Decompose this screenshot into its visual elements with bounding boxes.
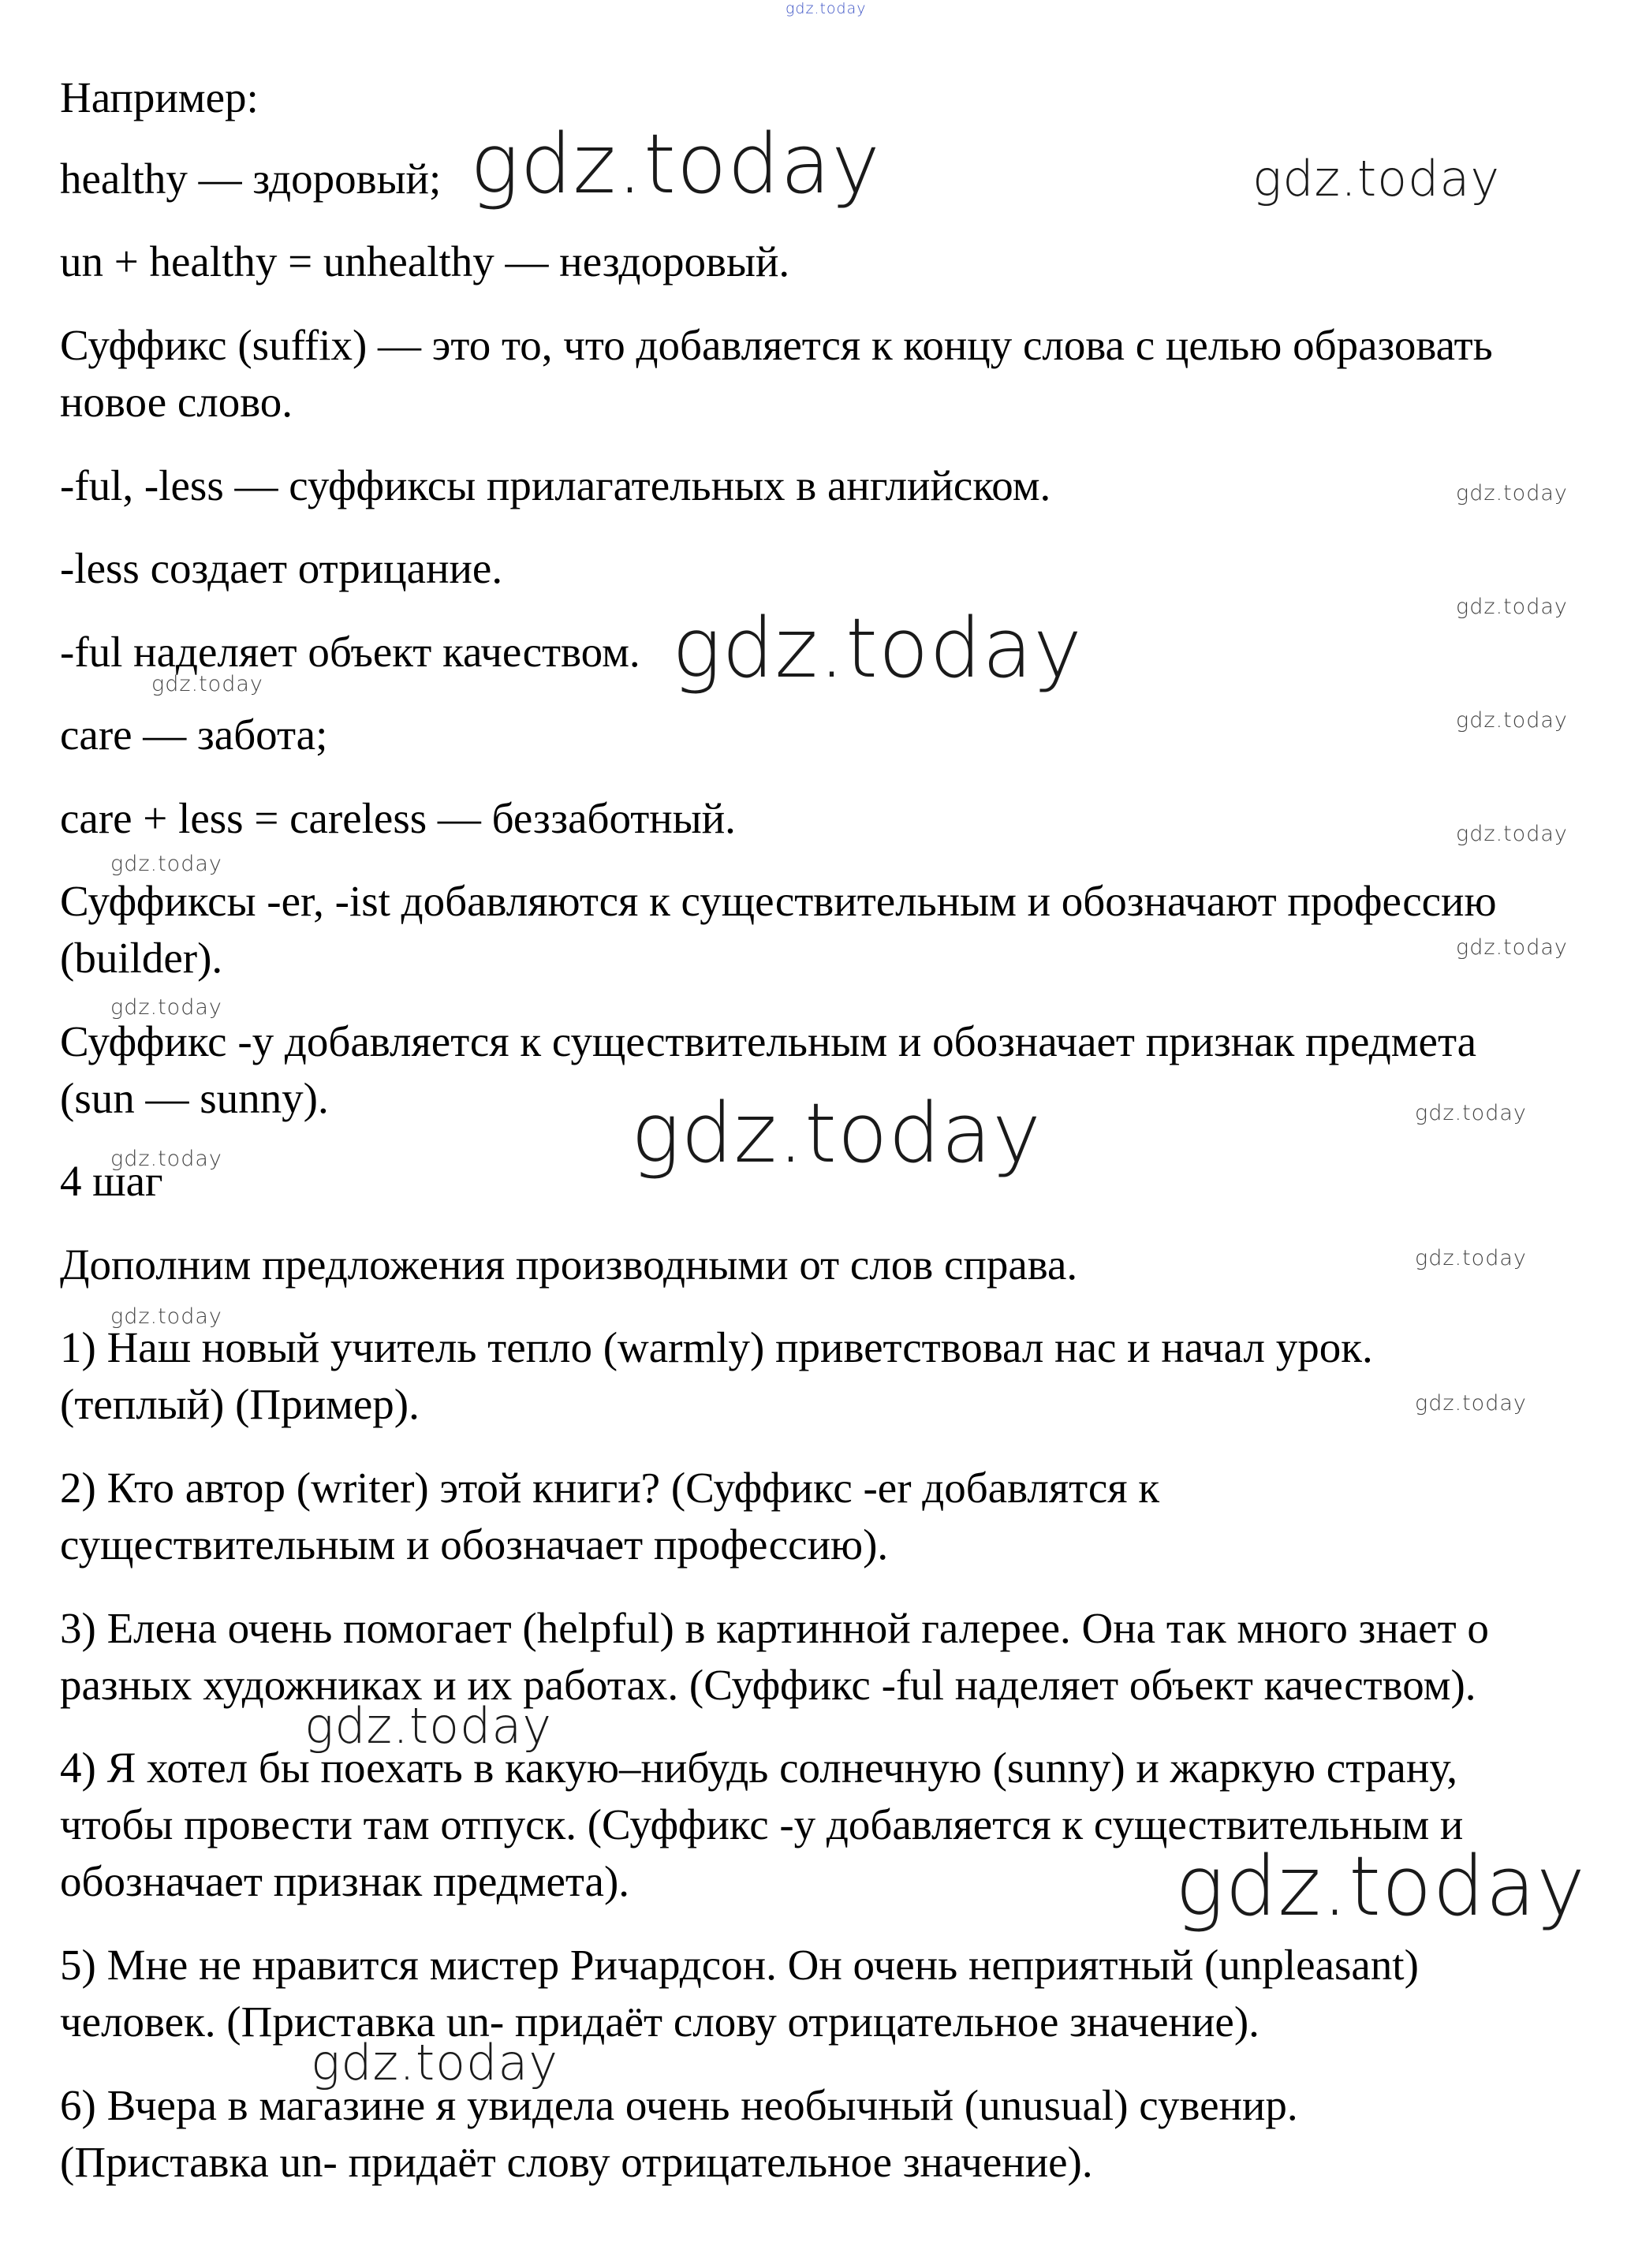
text-line: 4) Я хотел бы поехать в какую–нибудь солнечную (sunny) и жаркую страну, xyxy=(60,1744,1458,1792)
watermark-small: gdz.today xyxy=(1456,822,1568,846)
text-line: healthy — здоровый; xyxy=(60,155,442,203)
watermark: gdz.today xyxy=(631,1085,1042,1181)
text-line: (Приставка un- придаёт слову отрицательное значение). xyxy=(60,2138,1093,2186)
text-line: -ful наделяет объект качеством. xyxy=(60,628,640,676)
text-line: (теплый) (Пример). xyxy=(60,1380,420,1428)
text-line: обозначает признак предмета). xyxy=(60,1857,630,1905)
watermark: gdz.today xyxy=(1175,1838,1586,1934)
text-line: care + less = careless — беззаботный. xyxy=(60,794,736,842)
text-line: -less создает отрицание. xyxy=(60,544,503,592)
text-line: un + healthy = unhealthy — нездоровый. xyxy=(60,237,790,285)
watermark-small: gdz.today xyxy=(1415,1246,1527,1270)
watermark-small: gdz.today xyxy=(151,672,263,696)
text-line: (sun — sunny). xyxy=(60,1074,329,1122)
text-line: человек. (Приставка un- придаёт слову отрицательное значение). xyxy=(60,1998,1259,2046)
watermark-small: gdz.today xyxy=(110,852,222,876)
watermark: gdz.today xyxy=(311,2034,559,2091)
watermark-small: gdz.today xyxy=(110,1304,222,1329)
text-line: 6) Вчера в магазине я увидела очень необычный (unusual) сувенир. xyxy=(60,2081,1298,2129)
text-line: 3) Елена очень помогает (helpful) в картинной галерее. Она так много знает о xyxy=(60,1604,1489,1652)
text-line: care — забота; xyxy=(60,711,328,759)
watermark-small: gdz.today xyxy=(1415,1391,1527,1416)
text-line: существительным и обозначает профессию). xyxy=(60,1520,889,1569)
watermark-small: gdz.today xyxy=(110,995,222,1020)
text-line: новое слово. xyxy=(60,378,293,426)
watermark: gdz.today xyxy=(304,1697,553,1755)
text-line: Дополним предложения производными от слов справа. xyxy=(60,1240,1078,1289)
watermark-small: gdz.today xyxy=(1456,481,1568,505)
watermark-small: gdz.today xyxy=(1456,708,1568,733)
text-line: Суффикс (suffix) — это то, что добавляется к концу слова с целью образовать xyxy=(60,321,1493,369)
text-line: Суффиксы -er, -ist добавляются к существительным и обозначают профессию xyxy=(60,877,1497,925)
watermark-small: gdz.today xyxy=(1415,1101,1527,1125)
text-line: 1) Наш новый учитель тепло (warmly) приветствовал нас и начал урок. xyxy=(60,1323,1373,1371)
text-line: разных художниках и их работах. (Суффикс -ful наделяет объект качеством). xyxy=(60,1661,1476,1709)
watermark: gdz.today xyxy=(1252,150,1501,207)
text-line: Например: xyxy=(60,73,259,121)
watermark: gdz.today xyxy=(672,600,1083,696)
text-line: Суффикс -y добавляется к существительным и обозначает признак предмета xyxy=(60,1017,1477,1065)
watermark-small: gdz.today xyxy=(110,1147,222,1171)
watermark-top: gdz.today xyxy=(786,0,867,17)
text-line: 5) Мне не нравится мистер Ричардсон. Он очень неприятный (unpleasant) xyxy=(60,1941,1419,1989)
watermark-small: gdz.today xyxy=(1456,935,1568,960)
text-line: -ful, -less — суффиксы прилагательных в английском. xyxy=(60,461,1051,509)
text-line: 4 шаг xyxy=(60,1157,163,1205)
text-line: (builder). xyxy=(60,934,223,982)
text-line: чтобы провести там отпуск. (Суффикс -y добавляется к существительным и xyxy=(60,1800,1464,1848)
watermark-small: gdz.today xyxy=(1456,595,1568,619)
watermark: gdz.today xyxy=(470,116,881,212)
text-line: 2) Кто автор (writer) этой книги? (Суффикс -er добавлятся к xyxy=(60,1464,1160,1512)
